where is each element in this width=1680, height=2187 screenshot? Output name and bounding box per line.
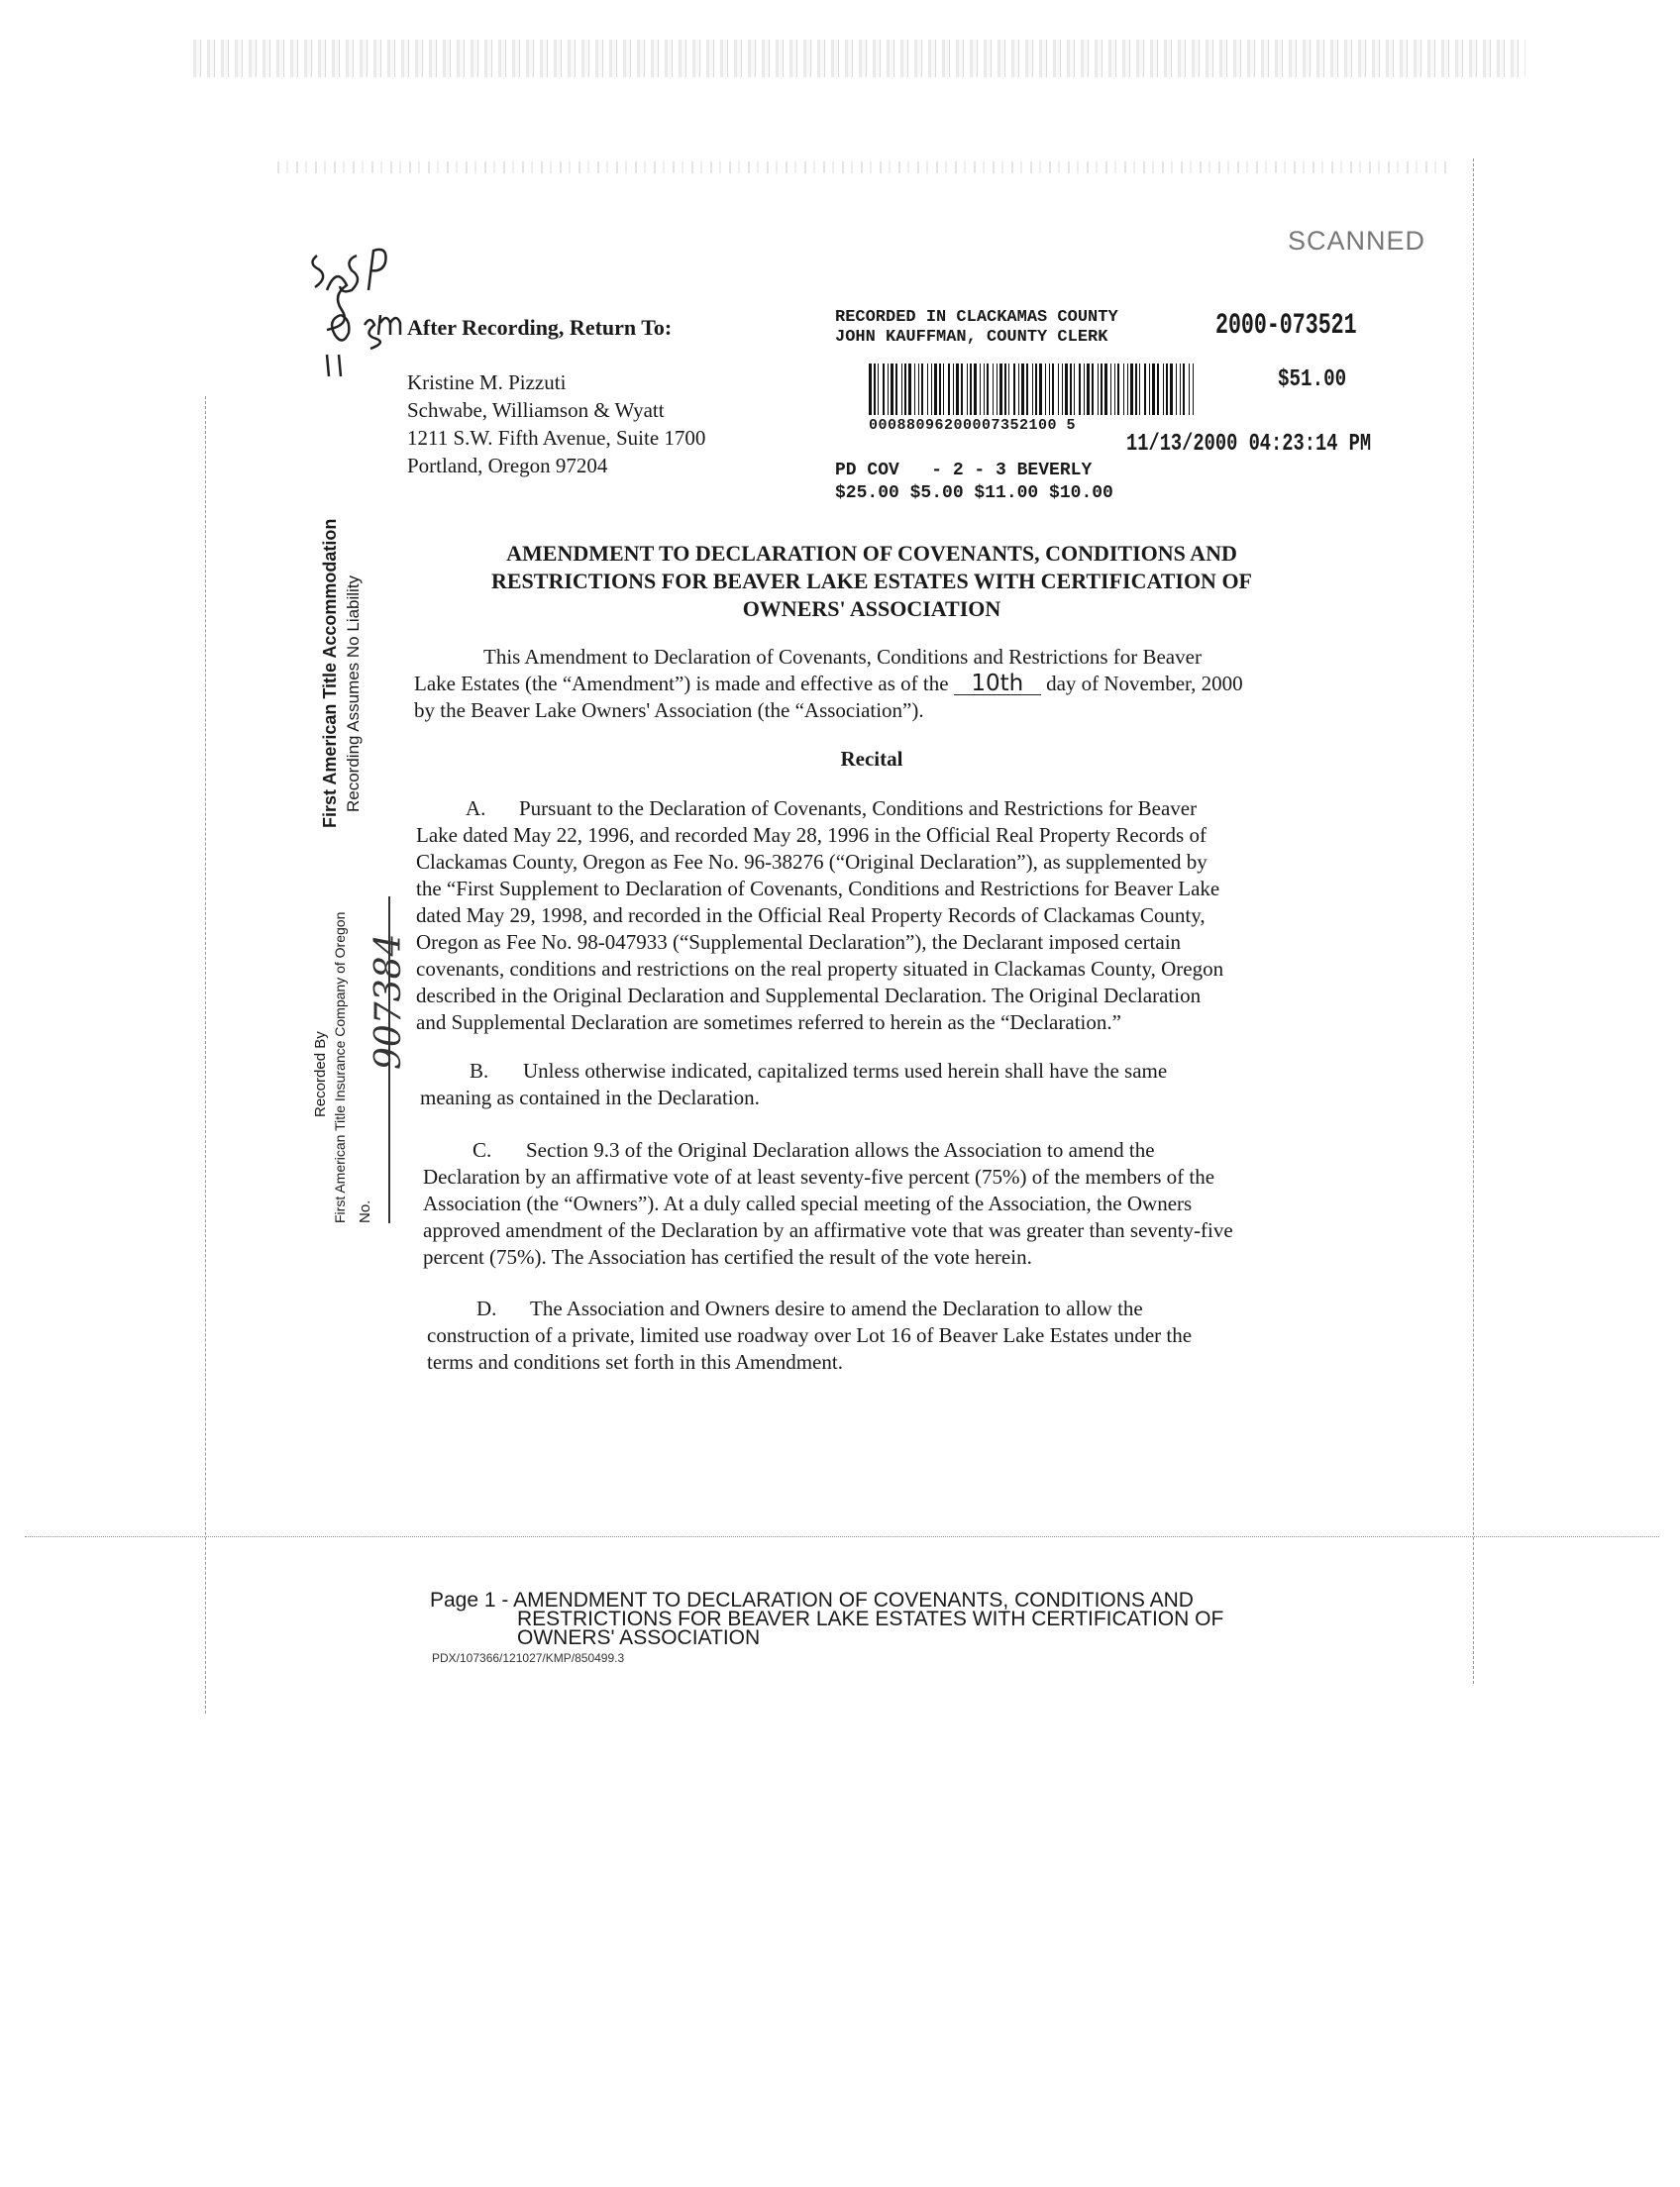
barcode-bar bbox=[1065, 364, 1068, 415]
barcode-bar bbox=[993, 364, 994, 415]
recital-line: and Supplemental Declaration are sometimes referred to herein as the “Declaration.” bbox=[416, 1010, 1121, 1034]
document-title-line: OWNERS' ASSOCIATION bbox=[742, 596, 1001, 621]
barcode-bar bbox=[1092, 364, 1094, 415]
barcode-bar bbox=[939, 364, 941, 415]
barcode-bar bbox=[1074, 364, 1075, 415]
recording-date-time: 11/13/2000 04:23:14 PM bbox=[1126, 431, 1372, 458]
barcode-bar bbox=[1149, 364, 1150, 415]
margin-liability-stamp: Recording Assumes No Liability bbox=[344, 574, 363, 812]
recital-a bbox=[416, 795, 1223, 1036]
barcode-bar bbox=[1189, 364, 1190, 415]
barcode-bar bbox=[1101, 364, 1102, 415]
barcode-bar bbox=[1021, 364, 1024, 415]
margin-order-number: 907384 bbox=[368, 933, 409, 1070]
barcode-bar bbox=[1013, 364, 1015, 415]
barcode-bar bbox=[1070, 364, 1072, 415]
barcode-bar bbox=[1193, 364, 1194, 415]
scan-fold-line bbox=[25, 1536, 1659, 1537]
barcode-bar bbox=[1127, 364, 1128, 415]
return-address bbox=[407, 368, 705, 479]
barcode-bar bbox=[927, 364, 928, 415]
recording-clerk-line: JOHN KAUFFMAN, COUNTY CLERK bbox=[835, 328, 1108, 347]
recital-letter: D. bbox=[476, 1297, 497, 1320]
scan-noise-top bbox=[193, 40, 1525, 77]
recording-total-fee: $51.00 bbox=[1278, 366, 1347, 393]
barcode-bar bbox=[888, 364, 889, 415]
barcode-bar bbox=[1110, 364, 1111, 415]
recital-letter: B. bbox=[470, 1059, 489, 1083]
recital-text: Pursuant to the Declaration of Covenants, Conditions and Restrictions for Beaver bbox=[519, 796, 1198, 820]
intro-text: day of November, 2000 bbox=[1040, 672, 1243, 695]
barcode-bar bbox=[914, 364, 915, 415]
recital-d bbox=[427, 1296, 1192, 1376]
barcode-bar bbox=[967, 364, 968, 415]
recital-line: dated May 29, 1998, and recorded in the Official Real Property Records of Clackamas County, bbox=[416, 903, 1206, 927]
barcode-bar bbox=[961, 364, 963, 415]
barcode-bar bbox=[970, 364, 972, 415]
barcode-bar bbox=[1152, 364, 1155, 415]
return-address-line: 1211 S.W. Fifth Avenue, Suite 1700 bbox=[407, 426, 706, 450]
intro-paragraph bbox=[414, 644, 1243, 724]
barcode-bar bbox=[1058, 364, 1059, 415]
barcode-bar bbox=[1123, 364, 1124, 415]
recital-line: described in the Original Declaration and Supplemental Declaration. The Original Declaration bbox=[416, 984, 1202, 1007]
barcode-bar bbox=[1045, 364, 1046, 415]
barcode-bar bbox=[908, 364, 911, 415]
recital-line: construction of a private, limited use roadway over Lot 16 of Beaver Lake Estates under the bbox=[427, 1323, 1193, 1347]
barcode-bar bbox=[1170, 364, 1173, 415]
barcode-bar bbox=[891, 364, 893, 415]
recital-line: meaning as contained in the Declaration. bbox=[420, 1086, 760, 1109]
margin-number-line bbox=[388, 896, 390, 1223]
barcode-bar bbox=[921, 364, 923, 415]
barcode-bar bbox=[948, 364, 950, 415]
recording-document-number: 2000-073521 bbox=[1215, 309, 1357, 343]
intro-line: This Amendment to Declaration of Covenants, Conditions and Restrictions for Beaver bbox=[483, 645, 1202, 669]
recital-line: the “First Supplement to Declaration of Covenants, Conditions and Restrictions for Beaver Lake bbox=[416, 877, 1220, 900]
recording-county-line: RECORDED IN CLACKAMAS COUNTY bbox=[835, 308, 1118, 327]
barcode-bar bbox=[878, 364, 879, 415]
scan-noise-strip bbox=[277, 161, 1446, 173]
barcode-bar bbox=[1117, 364, 1119, 415]
footer-line: OWNERS' ASSOCIATION bbox=[517, 1626, 761, 1649]
page-footer bbox=[430, 1591, 1223, 1647]
barcode-bar bbox=[895, 364, 897, 415]
return-to-heading: After Recording, Return To: bbox=[407, 315, 673, 340]
barcode-bar bbox=[1079, 364, 1081, 415]
barcode-bar bbox=[934, 364, 937, 415]
barcode-bar bbox=[1052, 364, 1054, 415]
barcode-bar bbox=[1062, 364, 1063, 415]
footer-title: AMENDMENT TO DECLARATION OF COVENANTS, CONDITIONS AND bbox=[513, 1589, 1194, 1612]
barcode-bar bbox=[1104, 364, 1107, 415]
return-address-line: Portland, Oregon 97204 bbox=[407, 454, 608, 477]
barcode-bar bbox=[1130, 364, 1133, 415]
recital-b bbox=[420, 1058, 1167, 1111]
footer-page-label: Page 1 - bbox=[430, 1589, 514, 1612]
recital-text: Section 9.3 of the Original Declaration allows the Association to amend the bbox=[526, 1138, 1155, 1162]
barcode-bar bbox=[1139, 364, 1140, 415]
barcode-bar bbox=[931, 364, 932, 415]
barcode-bar bbox=[1183, 364, 1185, 415]
margin-no-label: No. bbox=[357, 1199, 373, 1223]
barcode-bar bbox=[953, 364, 954, 415]
barcode-number: 00088096200007352100 5 bbox=[869, 417, 1077, 434]
barcode-bar bbox=[874, 364, 876, 415]
barcode-bar bbox=[987, 364, 989, 415]
recital-line: Lake dated May 22, 1996, and recorded May 28, 1996 in the Official Real Property Records of bbox=[416, 823, 1207, 847]
recital-line: terms and conditions set forth in this Amendment. bbox=[427, 1350, 843, 1374]
return-address-line: Kristine M. Pizzuti bbox=[407, 370, 567, 394]
intro-line: by the Beaver Lake Owners' Association (the “Association”). bbox=[414, 698, 924, 722]
recording-codes: PD COV - 2 - 3 BEVERLY bbox=[835, 461, 1093, 480]
barcode-bar bbox=[999, 364, 1002, 415]
recital-line: Declaration by an affirmative vote of at least seventy-five percent (75%) of the members of the bbox=[423, 1165, 1215, 1189]
scan-edge-right bbox=[1473, 158, 1474, 1684]
document-title-line: AMENDMENT TO DECLARATION OF COVENANTS, CONDITIONS AND bbox=[506, 541, 1237, 566]
barcode-bar bbox=[1114, 364, 1115, 415]
barcode-bar bbox=[1144, 364, 1146, 415]
recital-line: Clackamas County, Oregon as Fee No. 96-38276 (“Original Declaration”), as supplemented by bbox=[416, 850, 1208, 874]
scanned-stamp: SCANNED bbox=[1288, 226, 1426, 256]
recital-line bbox=[423, 1137, 1233, 1164]
barcode-bar bbox=[1035, 364, 1037, 415]
margin-recorded-by: Recorded By bbox=[312, 1031, 329, 1117]
barcode-bar bbox=[984, 364, 985, 415]
recital-heading: Recital bbox=[840, 747, 903, 771]
barcode-bar bbox=[1176, 364, 1177, 415]
barcode-bar bbox=[1039, 364, 1042, 415]
recital-letter: C. bbox=[472, 1138, 492, 1162]
margin-accommodation-stamp: First American Title Accommodation bbox=[320, 518, 340, 828]
barcode-bar bbox=[869, 364, 872, 415]
barcode bbox=[869, 364, 1196, 415]
footer-line: RESTRICTIONS FOR BEAVER LAKE ESTATES WITH CERTIFICATION OF bbox=[517, 1608, 1224, 1630]
intro-text: Lake Estates (the “Amendment”) is made and effective as of the bbox=[414, 672, 954, 695]
recital-line: percent (75%). The Association has certified the result of the vote herein. bbox=[423, 1245, 1032, 1269]
barcode-bar bbox=[1032, 364, 1033, 415]
document-title bbox=[416, 540, 1327, 623]
recital-line: Association (the “Owners”). At a duly called special meeting of the Association, the Owners bbox=[423, 1192, 1193, 1215]
barcode-bar bbox=[904, 364, 906, 415]
barcode-bar bbox=[918, 364, 919, 415]
barcode-bar bbox=[997, 364, 998, 415]
footer-doc-code: PDX/107366/121027/KMP/850499.3 bbox=[432, 1651, 625, 1665]
barcode-bar bbox=[943, 364, 944, 415]
recital-line: Oregon as Fee No. 98-047933 (“Supplemental Declaration”), the Declarant imposed certain bbox=[416, 930, 1182, 954]
barcode-bar bbox=[1008, 364, 1009, 415]
barcode-bar bbox=[1163, 364, 1164, 415]
recital-line: approved amendment of the Declaration by an affirmative vote that was greater than seventy-five bbox=[423, 1218, 1233, 1242]
recording-fee-breakdown: $25.00 $5.00 $11.00 $10.00 bbox=[835, 483, 1113, 503]
return-address-line: Schwabe, Williamson & Wyatt bbox=[407, 398, 665, 422]
recital-line bbox=[420, 1058, 1167, 1085]
barcode-bar bbox=[1098, 364, 1099, 415]
barcode-bar bbox=[1157, 364, 1159, 415]
recital-text: Unless otherwise indicated, capitalized terms used herein shall have the same bbox=[523, 1059, 1168, 1083]
recital-line: covenants, conditions and restrictions on the real property situated in Clackamas County, Oregon bbox=[416, 957, 1224, 981]
barcode-bar bbox=[1087, 364, 1090, 415]
handwritten-notes bbox=[297, 236, 416, 384]
barcode-bar bbox=[1026, 364, 1028, 415]
recital-text: The Association and Owners desire to amend the Declaration to allow the bbox=[530, 1297, 1143, 1320]
scan-edge-left bbox=[205, 396, 206, 1714]
handwritten-day-fill: 10th bbox=[954, 673, 1041, 695]
barcode-bar bbox=[883, 364, 885, 415]
barcode-bar bbox=[1084, 364, 1085, 415]
intro-line bbox=[414, 671, 1243, 697]
barcode-bar bbox=[956, 364, 959, 415]
barcode-bar bbox=[1049, 364, 1050, 415]
barcode-bar bbox=[1004, 364, 1006, 415]
recital-letter: A. bbox=[466, 796, 486, 820]
recital-line bbox=[416, 795, 1223, 822]
margin-company: First American Title Insurance Company of Oregon bbox=[332, 911, 348, 1223]
document-title-line: RESTRICTIONS FOR BEAVER LAKE ESTATES WITH CERTIFICATION OF bbox=[491, 569, 1252, 593]
barcode-bar bbox=[1166, 364, 1168, 415]
barcode-bar bbox=[1135, 364, 1137, 415]
barcode-bar bbox=[901, 364, 902, 415]
barcode-bar bbox=[1180, 364, 1181, 415]
barcode-bar bbox=[1018, 364, 1019, 415]
recital-c bbox=[423, 1137, 1233, 1271]
recital-line bbox=[427, 1296, 1192, 1322]
barcode-bar bbox=[974, 364, 977, 415]
barcode-bar bbox=[980, 364, 981, 415]
